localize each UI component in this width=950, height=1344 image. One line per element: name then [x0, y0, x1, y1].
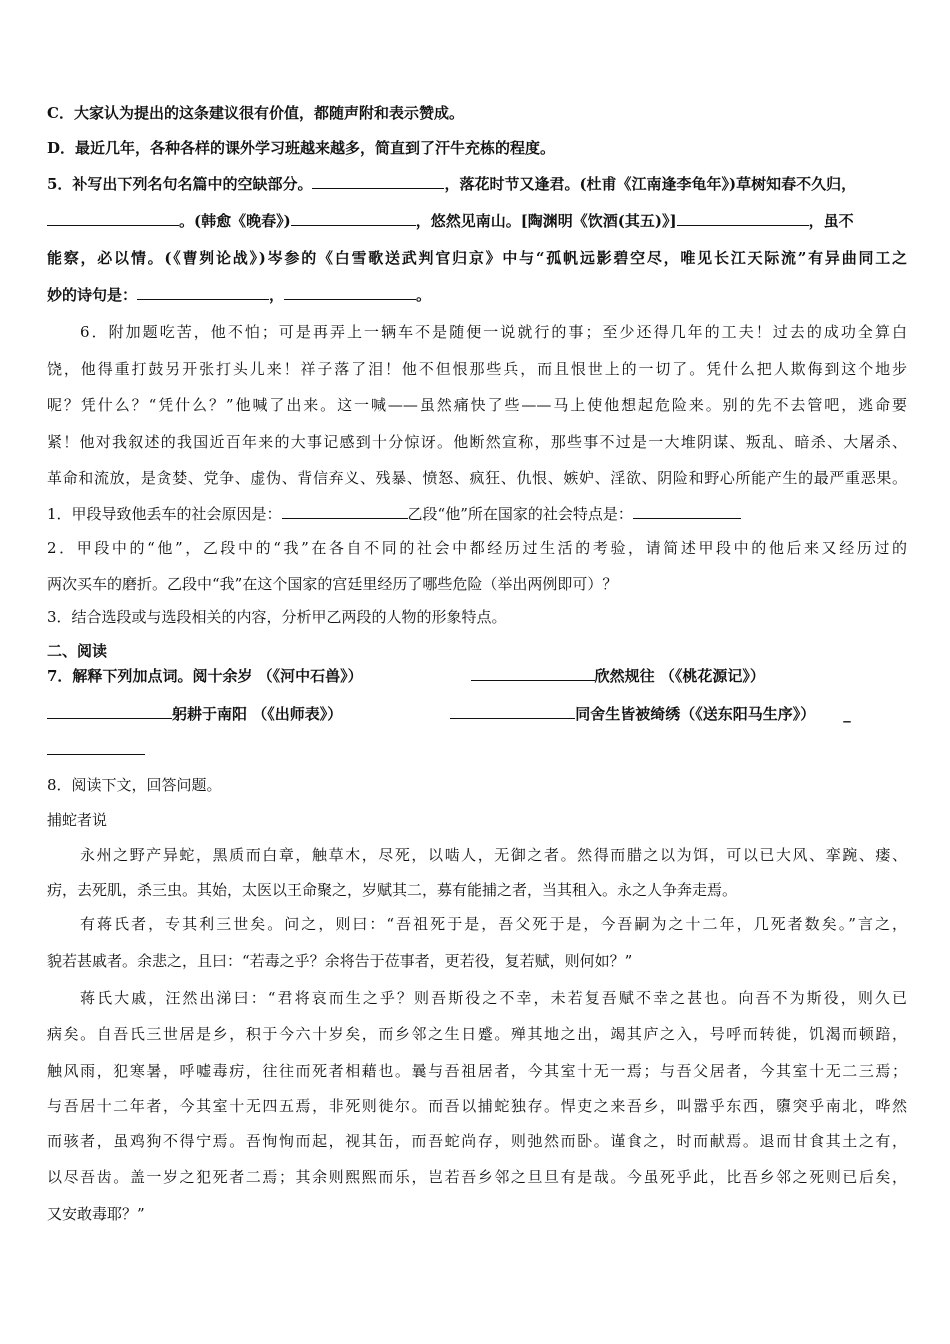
q6-sub-text: 乙段“他”所在国家的社会特点是： [407, 505, 633, 523]
answer-blank[interactable] [282, 504, 408, 519]
q5-line-3: 能察，必以情。(《曹刿论战》)岑参的《白雪歌送武判官归京》中与“孤帆远影碧空尽，唯见长江天际流”有异曲同工之 [47, 249, 907, 267]
q8-passage-line: 以尽吾齿。盖一岁之犯死者二焉；其余则熙熙而乐，岂若吾乡邻之旦旦有是哉。今虽死乎此，比吾乡邻之死则已后矣， [47, 1168, 907, 1186]
q6-sub-1 [47, 504, 907, 524]
q5-line-4 [47, 285, 907, 305]
answer-blank[interactable] [47, 211, 179, 226]
q8-passage-line: 蒋氏大戚，汪然出涕曰：“君将哀而生之乎？则吾斯役之不幸，未若复吾赋不幸之甚也。向吾不为斯役，则久已 [80, 989, 907, 1007]
answer-blank[interactable] [47, 704, 172, 719]
q8-passage-line: 貌若甚戚者。余悲之，且曰：“若毒之乎？余将告于莅事者，更若役，复若赋，则何如？” [47, 952, 633, 970]
answer-blank[interactable] [312, 174, 444, 189]
q6-passage-line: 6．附加题吃苦，他不怕；可是再弄上一辆车不是随便一说就行的事；至少还得几年的工夫！过去的成功全算白 [80, 323, 907, 341]
q5-text: ，落花时节又逢君。(杜甫《江南逢李龟年》)草树知春不久归， [444, 175, 857, 193]
answer-blank[interactable] [471, 666, 595, 681]
q5-text: 。 [416, 286, 432, 304]
q5-line-2 [47, 211, 907, 231]
q7-line-1 [47, 666, 907, 686]
q5-text: 妙的诗句是： [47, 286, 138, 304]
answer-blank[interactable] [291, 211, 416, 226]
q6-passage-line: 饶，他得重打鼓另开张打头儿来！祥子落了泪！他不但恨那些兵，而且恨世上的一切了。凭什么把人欺侮到这个地步 [47, 360, 907, 378]
answer-blank[interactable] [677, 211, 809, 226]
q8-title: 捕蛇者说 [47, 811, 108, 829]
answer-blank[interactable] [47, 740, 145, 755]
answer-blank[interactable] [137, 285, 269, 300]
answer-blank[interactable] [633, 504, 741, 519]
q7-item: 欣然规往 （《桃花源记》） [594, 667, 765, 685]
answer-blank[interactable] [450, 704, 575, 719]
q7-item: 同舍生皆被绮绣（《送东阳马生序》） [575, 705, 816, 723]
q8-passage-line: 疠，去死肌，杀三虫。其始，太医以王命聚之，岁赋其二，募有能捕之者，当其租入。永之人争奔走焉。 [47, 881, 738, 899]
q6-sub-3: 3．结合选段或与选段相关的内容，分析甲乙两段的人物的形象特点。 [47, 608, 507, 626]
q7-line-3 [47, 740, 907, 760]
q8-intro: 8．阅读下文，回答问题。 [47, 776, 222, 794]
q8-passage-line: 病矣。自吾氏三世居是乡，积于今六十岁矣，而乡邻之生日蹙。殚其地之出，竭其庐之入，号呼而转徙，饥渴而顿踣， [47, 1025, 907, 1043]
q8-passage-line: 有蒋氏者，专其利三世矣。问之，则曰：“吾祖死于是，吾父死于是，今吾嗣为之十二年，几死者数矣。”言之， [80, 915, 907, 933]
q8-passage-line: 而骇者，虽鸡狗不得宁焉。吾恂恂而起，视其缶，而吾蛇尚存，则弛然而卧。谨食之，时而献焉。退而甘食其土之有， [47, 1132, 907, 1150]
q8-passage-line: 永州之野产异蛇，黑质而白章，触草木，尽死，以啮人，无御之者。然得而腊之以为饵，可以已大风、挛踠、瘘、 [80, 846, 907, 864]
q7-item: 躬耕于南阳 （《出师表》） [172, 705, 343, 723]
q6-passage-line: 革命和流放，是贪婪、党争、虚伪、背信弃义、残暴、愤怒、疯狂、仇恨、嫉妒、淫欲、阴险和野心所能产生的最严重恶果。 [47, 469, 907, 487]
q5-line-1 [47, 174, 907, 194]
answer-blank[interactable] [284, 285, 416, 300]
q8-passage-line: 与吾居十二年者，今其室十无四五焉，非死则徙尔。而吾以捕蛇独存。悍吏之来吾乡，叫嚣乎东西，隳突乎南北，哗然 [47, 1097, 907, 1115]
q6-sub-2b: 两次买车的磨折。乙段中“我”在这个国家的宫廷里经历了哪些危险（举出两例即可）？ [47, 575, 618, 593]
q5-text: ，悠然见南山。[陶渊明《饮酒(其五)》] [415, 212, 677, 230]
q6-passage-line: 呢？凭什么？“凭什么？”他喊了出来。这一喊——虽然痛快了些——马上使他想起危险来。别的先不去管吧，逃命要 [47, 396, 907, 414]
q7-line-2 [47, 704, 907, 724]
q5-text: ，虽不 [808, 212, 854, 230]
q5-prompt: 5．补写出下列名句名篇中的空缺部分。 [47, 175, 313, 193]
q6-passage-line: 紧！他对我叙述的我国近百年来的大事记感到十分惊讶。他断然宣称，那些事不过是一大堆阴谋、叛乱、暗杀、大屠杀、 [47, 433, 907, 451]
q4-option-c: C．大家认为提出的这条建议很有价值，都随声附和表示赞成。 [47, 104, 464, 122]
q7-underscore: _ [843, 705, 851, 723]
section-heading: 二、阅读 [47, 642, 108, 660]
q5-text: 。(韩愈《晚春》) [179, 212, 291, 230]
q6-sub-text: 1．甲段导致他丢车的社会原因是： [47, 505, 282, 523]
q8-passage-line: 触风雨，犯寒暑，呼嘘毒疠，往往而死者相藉也。曩与吾祖居者，今其室十无一焉；与吾父居者，今其室十无二三焉； [47, 1062, 907, 1080]
q5-text: ， [269, 286, 285, 304]
q8-passage-line: 又安敢毒耶？” [47, 1205, 145, 1223]
q7-item: 7．解释下列加点词。阅十余岁 （《河中石兽》） [47, 667, 363, 685]
q6-sub-2a: 2．甲段中的“他”，乙段中的“我”在各自不同的社会中都经历过生活的考验，请简述甲段中的他后来又经历过的 [47, 539, 907, 557]
q4-option-d: D．最近几年，各种各样的课外学习班越来越多，简直到了汗牛充栋的程度。 [47, 139, 556, 157]
